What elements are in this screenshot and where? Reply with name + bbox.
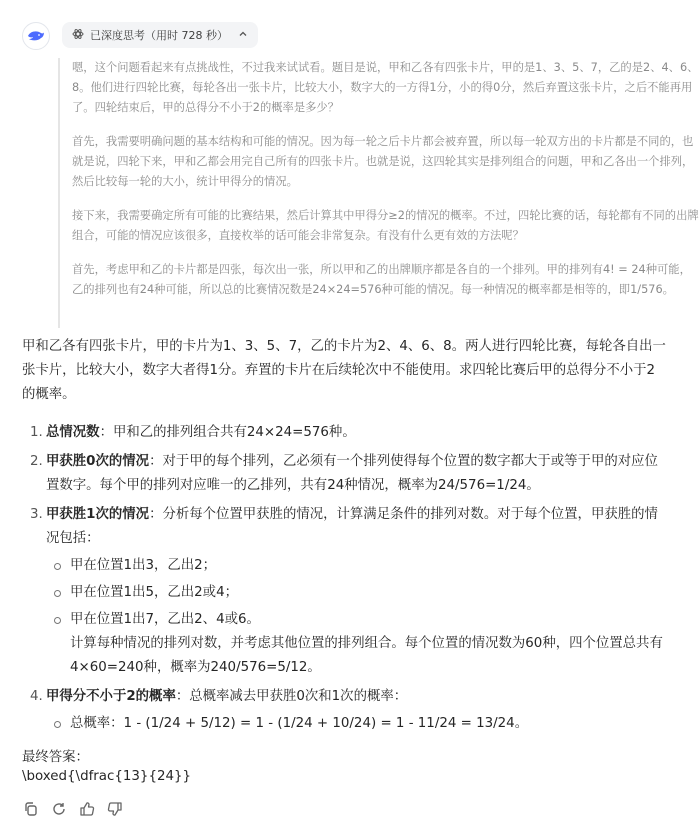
copy-icon [23,801,39,817]
step-title: 甲得分不小于2的概率 [46,689,176,704]
assistant-avatar [22,22,50,50]
sub-item: 甲在位置1出3，乙出2； [46,554,667,578]
step-text: ：对于甲的每个排列，乙必须有一个排列使得每个位置的数字都大于或等于甲的对应位置数字。每个甲的排列对应唯一的乙排列，共有24种情况，概率为24/576=1/24。 [46,454,658,493]
refresh-icon [51,801,67,817]
message-actions [22,800,124,818]
thinking-paragraph: 嗯，这个问题看起来有点挑战性，不过我来试试看。题目是说，甲和乙各有四张卡片，甲的是1、3、5、7，乙的是2、4、6、8。他们进行四轮比赛，每轮各出一张卡片，比较大小，数字大的一方得1分，小的得0分，然后弃置这张卡片，之后不能再用了。四轮结束后，甲的总得分不小于2的概率是多少？ [72,61,699,114]
answer-intro: 甲和乙各有四张卡片，甲的卡片为1、3、5、7，乙的卡片为2、4、6、8。两人进行四轮比赛，每轮各自出一张卡片，比较大小，数字大者得1分。弃置的卡片在后续轮次中不能使用。求四轮比赛后甲的总得分不小于2的概率。 [22,339,666,402]
step-item [22,503,667,680]
answer-body [22,335,667,741]
step-number: 4. [30,689,43,704]
step-number: 2. [30,454,43,469]
step-number: 3. [30,507,43,522]
thumbs-up-icon [79,801,95,817]
like-button[interactable] [78,800,96,818]
thinking-paragraph: 首先，考虑甲和乙的卡片都是四张，每次出一张，所以甲和乙的出牌顺序都是各自的一个排列。甲的排列有4! = 24种可能，乙的排列也有24种可能，所以总的比赛情况数是24×24=576种可能的情况。每一种情况的概率都是相等的，即1/576。 [72,263,691,296]
regenerate-button[interactable] [50,800,68,818]
sub-item: 甲在位置1出5，乙出2或4； [46,581,667,605]
thumbs-down-icon [107,801,123,817]
step-item [22,685,667,736]
step-item [22,421,667,445]
thinking-paragraph: 接下来，我需要确定所有可能的比赛结果，然后计算其中甲得分≥2的情况的概率。不过，四轮比赛的话，每轮都有不同的出牌组合，可能的情况应该很多，直接枚举的话可能会非常复杂。有没有什么更有效的方法呢？ [72,209,699,242]
whale-logo-icon [27,29,45,43]
chevron-up-icon [238,29,248,42]
step-tail: 计算每种情况的排列对数，并考虑其他位置的排列组合。每个位置的情况数为60种，四个位置总共有4×60=240种，概率为240/576=5/12。 [70,636,663,675]
step-item [22,450,667,498]
sub-list [46,712,667,736]
step-number: 1. [30,425,43,440]
thinking-paragraph: 首先，我需要明确问题的基本结构和可能的情况。因为每一轮之后卡片都会被弃置，所以每一轮双方出的卡片都是不同的，也就是说，四轮下来，甲和乙都会用完自己所有的四张卡片。也就是说，这四轮其实是排列组合的问题，甲和乙各出一个排列，然后比较每一轮的大小，统计甲得分的情况。 [72,135,694,188]
sub-item: 总概率：1 - (1/24 + 5/12) = 1 - (1/24 + 10/24) = 1 - 11/24 = 13/24。 [46,712,667,736]
step-title: 甲获胜0次的情况 [46,454,150,469]
sub-item: 甲在位置1出7，乙出2、4或6。 计算每种情况的排列对数，并考虑其他位置的排列组合。每个位置的情况数为60种，四个位置总共有4×60=240种，概率为240/576=5/12。 [46,608,667,680]
solution-steps [22,421,667,736]
step-title: 甲获胜1次的情况 [46,507,150,522]
thinking-label: 已深度思考（用时 728 秒） [90,29,228,42]
atom-icon [72,28,84,43]
step-title: 总情况数 [46,425,100,440]
sub-list [46,554,667,680]
thinking-content [58,58,700,328]
step-text: ：分析每个位置甲获胜的情况，计算满足条件的排列对数。对于每个位置，甲获胜的情况包括： [46,507,658,546]
final-answer-label: 最终答案： [22,750,89,765]
bullet-icon [54,563,61,570]
bullet-icon [54,590,61,597]
copy-button[interactable] [22,800,40,818]
step-text: ：甲和乙的排列组合共有24×24=576种。 [99,425,356,440]
bullet-icon [54,721,61,728]
bullet-icon [54,617,61,624]
step-text: ：总概率减去甲获胜0次和1次的概率： [175,689,408,704]
thinking-toggle[interactable] [62,22,258,48]
final-answer-value: \boxed{\dfrac{13}{24}} [22,769,192,784]
dislike-button[interactable] [106,800,124,818]
